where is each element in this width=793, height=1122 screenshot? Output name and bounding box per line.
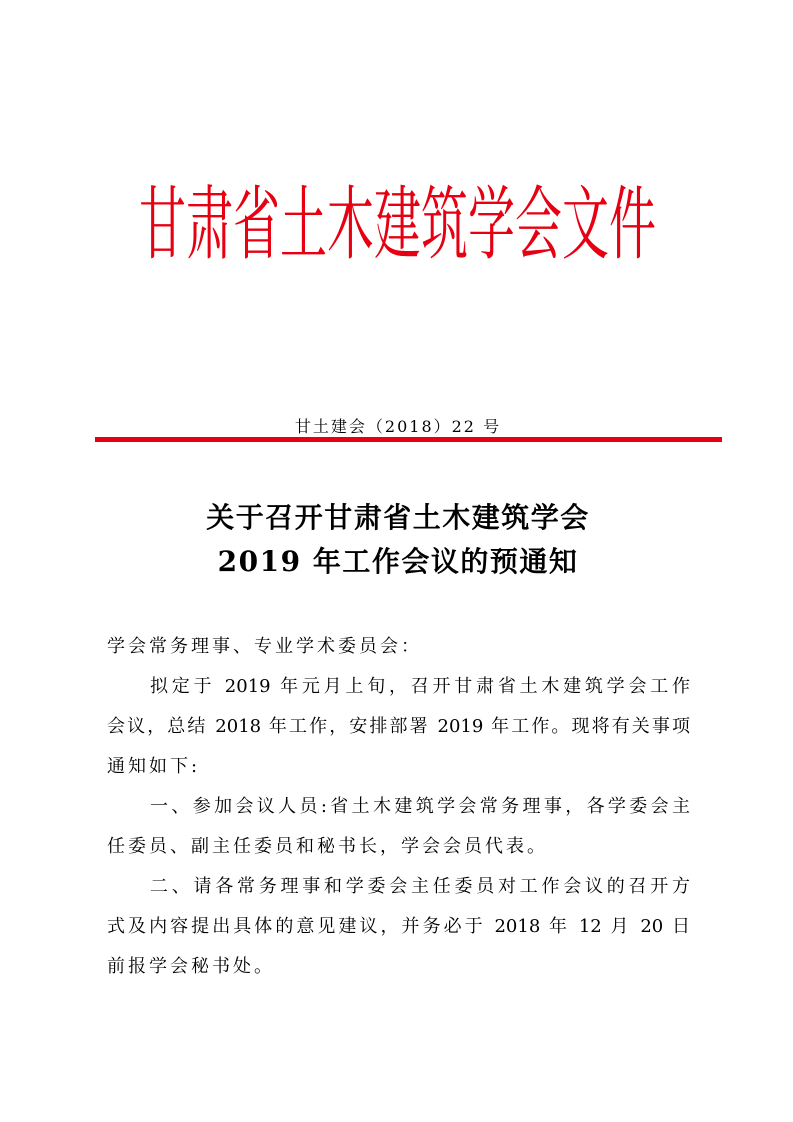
body-line: 一、参加会议人员:省土木建筑学会常务理事，各学委会主 — [150, 796, 690, 817]
document-number: 甘土建会（2018）22 号 — [294, 417, 502, 436]
notice-body — [107, 627, 690, 987]
body-line: 会议，总结 2018 年工作，安排部署 2019 年工作。现将有关事项 — [107, 716, 690, 737]
red-header-title: 甘肃省土木建筑学会文件 — [139, 178, 656, 273]
body-line: 拟定于 2019 年元月上旬，召开甘肃省土木建筑学会工作 — [150, 676, 690, 697]
body-line: 通知如下: — [107, 756, 201, 777]
body-line: 二、请各常务理事和学委会主任委员对工作会议的召开方 — [150, 876, 690, 897]
notice-title-line-1: 关于召开甘肃省土木建筑学会 — [206, 501, 590, 534]
body-line: 前报学会秘书处。 — [107, 956, 275, 977]
notice-title — [120, 496, 676, 584]
notice-title-line-2: 2019 年工作会议的预通知 — [217, 545, 579, 578]
body-line: 任委员、副主任委员和秘书长，学会会员代表。 — [107, 836, 548, 857]
salutation: 学会常务理事、专业学术委员会： — [107, 636, 422, 657]
red-divider-line — [95, 437, 722, 442]
body-line: 式及内容提出具体的意见建议，并务必于 2018 年 12 月 20 日 — [107, 916, 690, 937]
